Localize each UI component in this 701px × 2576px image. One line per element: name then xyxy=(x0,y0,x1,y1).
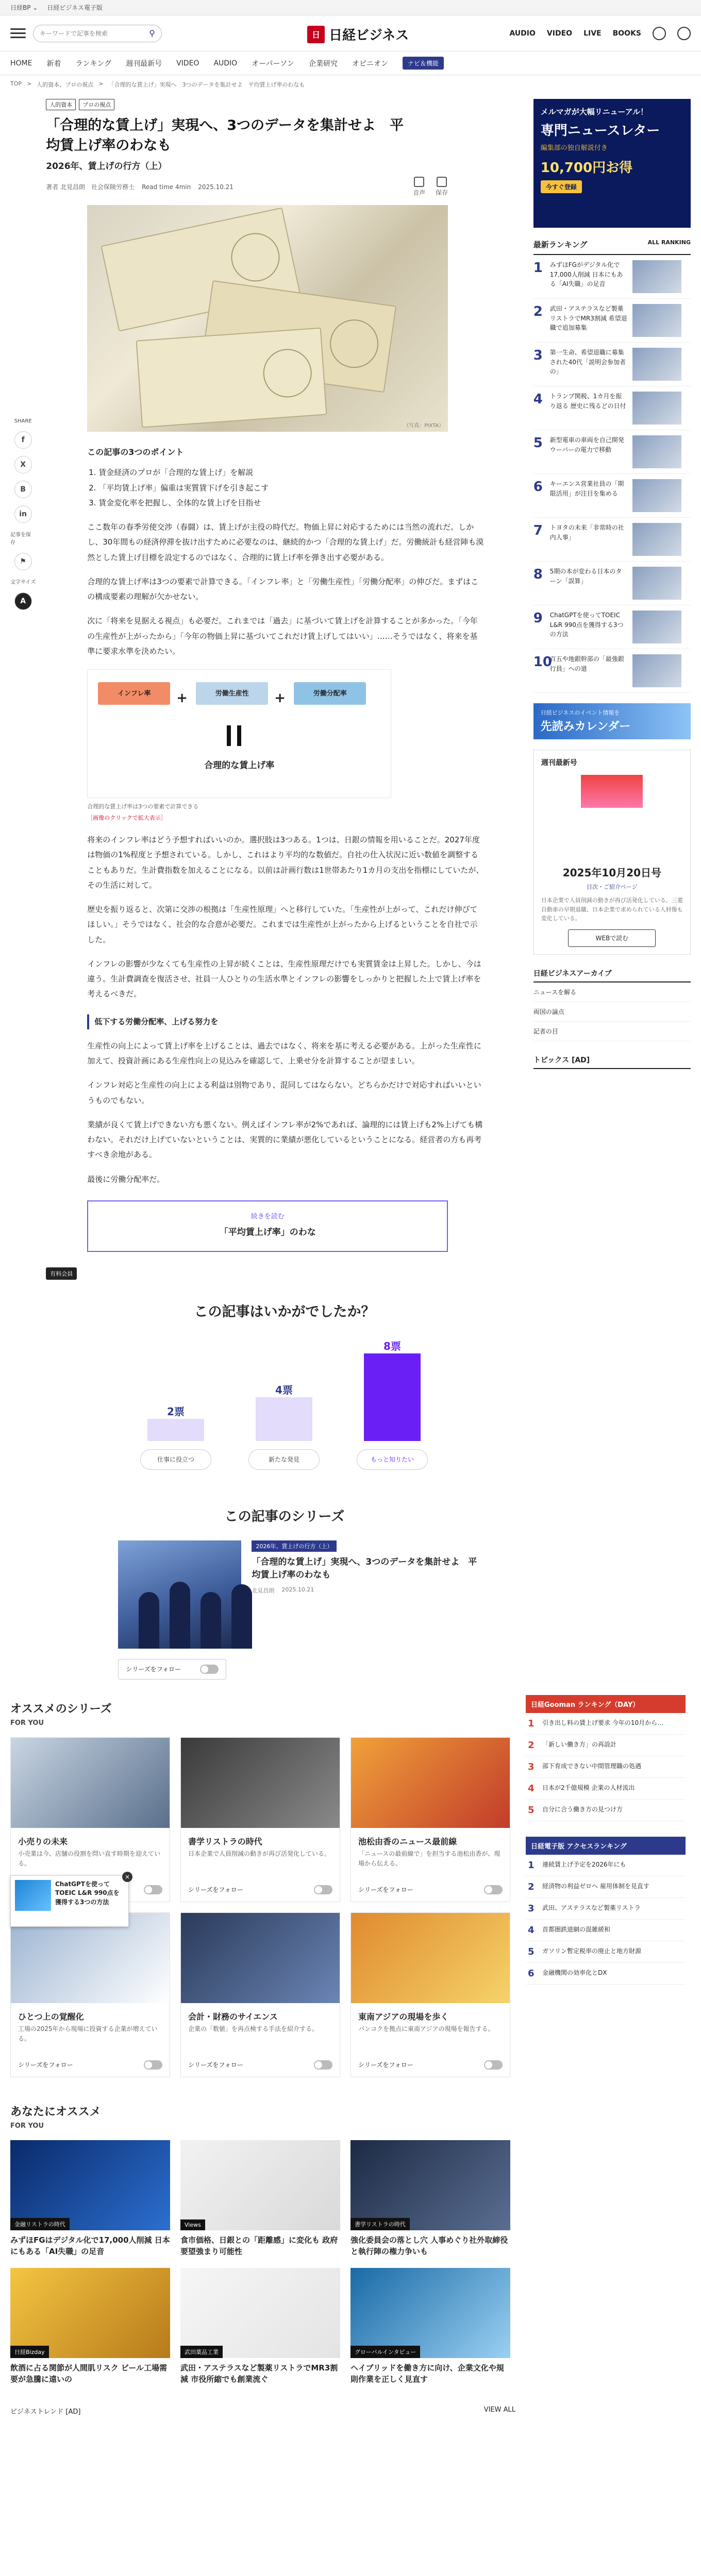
archive xyxy=(533,968,691,1041)
vote-bar-more xyxy=(364,1340,421,1441)
series-author: 北見昌朗 xyxy=(252,1587,275,1594)
view-all-link[interactable]: VIEW ALL xyxy=(483,2405,515,2414)
series-heading: この記事のシリーズ xyxy=(224,1509,345,1524)
rank-number: 7 xyxy=(533,523,543,538)
image-credit: （写真：PIXTA） xyxy=(404,423,444,429)
ranking-heading: 最新ランキング xyxy=(533,240,588,249)
rank-number: 5 xyxy=(528,1804,535,1816)
article-label: 金融リストラの時代 xyxy=(10,2218,70,2230)
figure-caption: 合理的な賃上げ率は3つの要素で計算できる xyxy=(87,803,199,810)
article-card[interactable] xyxy=(180,2268,340,2385)
series-label: 2026年、賃上げの行方（上） xyxy=(252,1540,337,1552)
rank-title: トランプ関税、1カ月を振り返る 歴史に残るどの日付 xyxy=(549,393,626,410)
ranking-item[interactable] xyxy=(533,255,691,299)
rank-title: 引き出し料の賃上げ要求 今年の10月から… xyxy=(542,1719,664,1726)
rank-thumb xyxy=(632,479,681,512)
series-title: 会計・財務のサイエンス xyxy=(188,2011,278,2022)
rank-number: 1 xyxy=(533,260,543,276)
rank-title: 武田・アステラスなど製薬リストラでMR3割減 希望退職で追加募集 xyxy=(549,305,627,332)
floating-promo[interactable] xyxy=(10,1875,129,1927)
rank-number: 3 xyxy=(533,348,543,363)
user-icon[interactable] xyxy=(677,27,691,40)
rank-title: トヨタの未来「非常時の社内人事」 xyxy=(549,524,624,541)
paragraph: ここ数年の春季労使交渉（春闘）は、賃上げが主役の時代だ。物価上昇に対応するためには当然の流れだ。しかし、30年間もの経済停滞を抜け出すために必要なのは、継続的かつ「合理的な賃上げ」だ。労働統計も経営陣も漠然とした賃上げ目標を設定するのではなく、合理的に賃上げ率を弾き出す必要がある。 xyxy=(87,522,484,562)
breadcrumb: TOP > 人的資本、プロの視点 > 「合理的な賃上げ」実現へ 3つのデータを集計せよ 平均賃上げ率のわなも xyxy=(10,80,305,88)
rank-thumb xyxy=(632,435,681,468)
rank-thumb xyxy=(632,654,681,687)
recommended-series xyxy=(10,1680,515,2416)
header-link-books[interactable]: BOOKS xyxy=(612,29,641,38)
ranking-item[interactable] xyxy=(526,1920,686,1941)
nav-video[interactable]: VIDEO xyxy=(176,59,199,67)
trend-bar xyxy=(10,2406,515,2416)
article-image xyxy=(10,2140,170,2230)
nav-person[interactable]: オーパーソン xyxy=(252,59,294,68)
series-follow-toggle[interactable]: シリーズをフォロー xyxy=(118,1659,226,1680)
series-card[interactable] xyxy=(180,1737,340,1902)
rank-title: みずほFGがデジタル化で17,000人削減 日本にもある「AI失職」の足音 xyxy=(549,261,623,288)
series-follow-toggle[interactable] xyxy=(11,2055,170,2077)
bookmark-icon[interactable]: ⚑ xyxy=(14,553,32,570)
series-card[interactable] xyxy=(10,1912,170,2077)
hatena-icon[interactable]: B xyxy=(14,481,32,498)
series-card[interactable] xyxy=(350,1912,510,2077)
article-card[interactable] xyxy=(10,2140,170,2258)
ad-line: 日経ビジネスのイベント情報を xyxy=(540,709,620,716)
font-size-icon[interactable]: A xyxy=(14,592,32,610)
series-desc: 工場の2025年から現場に投資する企業が増えている。 xyxy=(18,2025,158,2043)
issue-desc: 日本企業で人員削減の動きが再び活発化している。三菱自動車の早期退職、日本企業で求められている人材像も変化している。 xyxy=(541,897,683,922)
figure-box: 労働分配率 xyxy=(294,682,366,705)
article-body xyxy=(87,444,484,1187)
ranking-item[interactable] xyxy=(533,299,691,343)
rank-title: 百五や地銀幹部の「最強銀行員」への道 xyxy=(549,655,624,672)
vote-heading: この記事はいかがでしたか？ xyxy=(194,1303,375,1320)
points-list xyxy=(98,465,484,511)
content-wrap xyxy=(0,94,701,1680)
series-image xyxy=(351,1738,510,1828)
logo-mark: 日 xyxy=(307,26,325,43)
article-title: 飲酒に占る関節が人間肌リスク ビール工場需要が急騰に遠いの xyxy=(10,2363,168,2384)
nav-company[interactable]: 企業研究 xyxy=(308,59,338,68)
rank-title: 部下育成できない中間管理職の処遇 xyxy=(542,1762,642,1770)
save-button[interactable]: 保存 xyxy=(436,177,448,197)
save-article-label[interactable]: 記事を保存 xyxy=(10,532,31,546)
rank-title: 新型電車の車両を自己開発 ウーバーの電力で移動 xyxy=(549,436,624,453)
site-logo[interactable] xyxy=(307,25,409,44)
for-you-heading: あなたにオススメ xyxy=(10,2105,101,2119)
point-item: 1. 賃金経済のプロが「合理的な賃上げ」を解説 xyxy=(98,465,484,480)
rank-number: 5 xyxy=(528,1946,535,1957)
x-icon[interactable]: X xyxy=(14,456,32,473)
ranking-item[interactable] xyxy=(533,343,691,386)
archive-heading: 日経ビジネスアーカイブ xyxy=(533,968,691,982)
ranking-red-heading: 日経Gooman ランキング（DAY） xyxy=(526,1695,686,1713)
ad-line: メルマガが大幅リニューアル！ xyxy=(540,107,648,116)
article-title: 食市価格、日銀との「距離感」に変化も 政府要望強まり可能性 xyxy=(180,2235,338,2257)
ranking-item[interactable] xyxy=(533,430,691,474)
audio-button[interactable]: 音声 xyxy=(413,177,425,197)
menu-icon[interactable] xyxy=(10,26,26,41)
toggle-switch[interactable] xyxy=(484,2060,503,2070)
author[interactable]: 著者 北見昌朗 社会保険労務士 xyxy=(46,183,135,191)
vote-count: 8票 xyxy=(383,1340,401,1352)
toggle-switch[interactable] xyxy=(144,1885,162,1894)
article-card[interactable] xyxy=(350,2268,510,2385)
article-subtitle: 2026年、賃上げの行方（上） xyxy=(46,161,167,172)
archive-item[interactable]: 記者の目 xyxy=(533,1022,691,1041)
series-desc: 日本企業で人員削減の動きが再び活発化している。 xyxy=(188,1850,331,1857)
follow-label: シリーズをフォロー xyxy=(188,1886,243,1894)
rank-title: キーエンス営業社員の「期限活用」が注目を集める xyxy=(549,480,624,497)
header-links xyxy=(509,27,691,40)
rank-title: 首都圏鉄道網の混雑緩和 xyxy=(542,1925,611,1933)
paragraph: 次に「将来を見据える視点」も必要だ。これまでは「過去」に基づいて賃上げを計算することが多かった。「今年の生産性が上がったから」「今年の物価上昇に基づいてこれだけ賃上げしてはいい」……そうではなく、将来を基準に要求水準を決めたい。 xyxy=(87,616,478,656)
article-meta xyxy=(46,177,448,197)
article-title: みずほFGはデジタル化で17,000人削減 日本にもある「AI失職」の足音 xyxy=(10,2235,170,2257)
vote-button-useful[interactable]: 仕事に役立つ xyxy=(140,1449,211,1470)
ranking-item[interactable] xyxy=(526,1876,686,1898)
rank-thumb xyxy=(632,348,681,381)
promo-thumb xyxy=(15,1880,51,1911)
ranking-item[interactable] xyxy=(526,1941,686,1963)
paragraph: 業績が良くて賃上げできない方も悪くない。例えばインフレ率が2%であれば、論理的には賃上げも2%上げても構わない。それだけ上げていないということは、実質的に業績が悪化しているということになる。経営者の方も再考すべき余地がある。 xyxy=(87,1120,483,1160)
newsletter-ad[interactable] xyxy=(533,99,691,228)
article-card[interactable] xyxy=(180,2140,340,2258)
trend-heading: ビジネストレンド [AD] xyxy=(10,2408,81,2416)
equals-sign xyxy=(227,725,241,746)
rank-title: 5期の本が変わる日本のターン「誤算」 xyxy=(549,568,622,585)
series-title: 東南アジアの現場を歩く xyxy=(358,2011,449,2022)
point-item: 3. 賃金変化率を把握し、全体的な賃上げを目指せ xyxy=(98,496,484,511)
edition-selector[interactable]: 日経BP ⌄ xyxy=(10,4,38,11)
share-rail xyxy=(10,94,36,1680)
facebook-icon[interactable]: f xyxy=(14,431,32,449)
close-icon[interactable]: × xyxy=(122,1872,132,1882)
article-tags xyxy=(46,99,523,110)
rank-number: 3 xyxy=(528,1903,535,1914)
series-info xyxy=(252,1540,479,1649)
series-image xyxy=(11,1738,170,1828)
article-label: グローバルインタビュー xyxy=(350,2346,420,2358)
ranking-item[interactable] xyxy=(533,518,691,562)
series-card[interactable] xyxy=(350,1737,510,1902)
paragraph: 将来のインフレ率はどう予想すればいいのか。選択肢は3つある。1つは、日銀の情報を用いることだ。2027年度は物価の1%程度と予想されている。しかし、これはより平均的な数値だ。自社の仕入状況に近い数値を調整することもありだ。生計費指数を加えることになる。以前は計画行数は1世帯あたり1カ月の支出を指標にしていたが、その生活に対して。 xyxy=(87,835,484,890)
rank-thumb xyxy=(632,304,681,337)
vote-count: 4票 xyxy=(275,1383,293,1396)
series-image xyxy=(118,1540,241,1649)
recommended-heading: オススメのシリーズ xyxy=(10,1702,112,1716)
ranking-item[interactable] xyxy=(533,386,691,430)
nav-features[interactable]: ナビ＆機能 xyxy=(403,57,444,70)
series-title: ひとつ上の覚醒化 xyxy=(18,2011,84,2022)
header-link-live[interactable]: LIVE xyxy=(583,29,602,38)
article-title: 強化委員会の落とし穴 人事めぐり社外取締役と執行陣の権力争いも xyxy=(350,2235,508,2257)
series-desc: パンコクを拠点に東南アジアの現場を報告する。 xyxy=(358,2025,494,2032)
continue-label: 続きを読む xyxy=(251,1212,285,1221)
ranking-item[interactable] xyxy=(526,1735,686,1756)
issue-date: 2025年10月20日号 xyxy=(562,867,662,879)
ranking-item[interactable] xyxy=(526,1800,686,1821)
rank-number: 6 xyxy=(533,479,543,495)
article-label: Views xyxy=(180,2219,205,2230)
ranking-item[interactable] xyxy=(533,562,691,605)
site-header xyxy=(0,15,701,52)
issue-toc-link[interactable]: 目次・ご紹介ページ xyxy=(586,884,638,890)
series-image xyxy=(181,1913,340,2003)
nav-latest-issue[interactable]: 週刊最新号 xyxy=(126,59,162,68)
rank-title: 連続賃上げ予定を2026年にも xyxy=(542,1860,626,1868)
rank-number: 10 xyxy=(533,654,552,670)
rank-number: 4 xyxy=(528,1924,535,1936)
article-image xyxy=(180,2268,340,2358)
search-icon[interactable]: ⚲ xyxy=(149,28,155,38)
paragraph: 生産性の向上によって賃上げ率を上げることは、過去ではなく、将来を基に考える必要がある。上がった生産性に加えて、投資計画にある生産性向上の見込みを確認して、上乗せ分を計算することが望ましい。 xyxy=(87,1041,481,1066)
rank-thumb xyxy=(632,567,681,600)
vote-chart xyxy=(140,1331,429,1470)
tag[interactable]: 人的資本 xyxy=(46,99,76,110)
rank-number: 5 xyxy=(533,435,543,451)
ranking-item[interactable] xyxy=(533,474,691,518)
share-label: SHARE xyxy=(14,418,32,424)
latest-ranking xyxy=(533,239,691,693)
article-image xyxy=(350,2268,510,2358)
rank-title: 第一生命、希望退職に募集された40代「説明会参加者の」 xyxy=(549,349,626,376)
plus-sign: + xyxy=(274,690,286,706)
series-card[interactable] xyxy=(180,1912,340,2077)
nav-home[interactable]: HOME xyxy=(10,59,32,67)
ranking-item[interactable] xyxy=(526,1778,686,1800)
vote-bar-useful xyxy=(147,1405,204,1441)
paragraph: 最後に労働分配率だ。 xyxy=(87,1174,165,1184)
series-image xyxy=(181,1738,340,1828)
toggle-switch[interactable] xyxy=(200,1665,219,1674)
main-column xyxy=(46,94,523,1680)
ranking-blue-heading: 日経電子版 アクセスランキング xyxy=(526,1837,686,1855)
nav-new[interactable]: 新着 xyxy=(46,59,61,68)
follow-label: シリーズをフォロー xyxy=(358,2061,413,2069)
points-heading: この記事の3つのポイント xyxy=(87,447,184,457)
top-utility-bar xyxy=(0,0,701,15)
sidebar-lower xyxy=(526,1680,686,2416)
article-label: 武田薬品工業 xyxy=(180,2346,223,2358)
ad-line: 編集部の独自解説付き xyxy=(540,144,608,152)
follow-label: シリーズをフォロー xyxy=(188,2061,243,2069)
nav-ranking[interactable]: ランキング xyxy=(75,59,112,68)
header-link-audio[interactable]: AUDIO xyxy=(509,29,536,38)
ranking-all-link[interactable]: ALL RANKING xyxy=(647,239,691,246)
ranking-blue xyxy=(526,1837,686,1985)
breadcrumb-item[interactable]: TOP xyxy=(10,80,22,87)
article-card[interactable] xyxy=(10,2268,170,2385)
rank-title: 金融機関の効率化とDX xyxy=(542,1969,607,1976)
magazine-cover[interactable] xyxy=(581,775,643,857)
archive-item[interactable]: 両国の論点 xyxy=(533,1002,691,1022)
article-title: ヘイブリッドを働き方に向け、企業文化や規則作業を正しく見直す xyxy=(350,2363,504,2384)
point-item: 2. 「平均賃上げ率」偏重は実質賃下げを引き起こす xyxy=(98,481,484,496)
series-title: 小売りの未来 xyxy=(18,1836,68,1846)
nav-opinion[interactable]: オピニオン xyxy=(352,59,388,68)
rank-title: 武田、アステラスなど製薬リストラ xyxy=(542,1904,641,1911)
rank-thumb xyxy=(632,611,681,643)
for-you-label: FOR YOU xyxy=(10,2122,44,2130)
rank-thumb xyxy=(632,260,681,293)
section-heading: 低下する労働分配率、上げる努力を xyxy=(87,1014,484,1029)
rank-thumb xyxy=(632,523,681,556)
nav-audio[interactable]: AUDIO xyxy=(213,59,238,67)
ad-cta[interactable]: 今すぐ登録 xyxy=(541,180,582,193)
paragraph: 合理的な賃上げ率は3つの要素で計算できる。「インフレ率」と「労働生産性」「労働分配率」の伸びだ。まずはこの構成要素の理解が欠かせない。 xyxy=(87,577,479,602)
vote-section xyxy=(46,1300,523,1470)
series-desc: 企業の「数値」を再点検する手法を紹介する。 xyxy=(188,2025,319,2032)
logo-text: 日経ビジネス xyxy=(329,28,409,43)
vote-button-more[interactable]: もっと知りたい xyxy=(357,1449,428,1470)
series-follow-toggle[interactable] xyxy=(181,2055,340,2077)
ranking-red xyxy=(526,1695,686,1821)
article-label: 日経Bizday xyxy=(10,2346,49,2358)
linkedin-icon[interactable]: in xyxy=(14,505,32,523)
rank-number: 3 xyxy=(528,1761,535,1772)
publish-date: 2025.10.21 xyxy=(198,183,233,191)
ad-line: 専門ニュースレター xyxy=(540,123,660,139)
archive-item[interactable]: ニュースを解る xyxy=(533,982,691,1002)
bell-icon[interactable] xyxy=(653,27,666,40)
toggle-switch[interactable] xyxy=(314,1885,332,1894)
rank-title: 自分に合う働き方の見つけ方 xyxy=(542,1805,623,1813)
weekly-heading: 週刊最新号 xyxy=(541,759,577,767)
series-desc: 小売業は今、店舗の役割を問い直す時期を迎えている。 xyxy=(18,1850,161,1868)
search-box[interactable] xyxy=(33,25,162,42)
font-size-label: 文字サイズ xyxy=(10,580,36,585)
series-date: 2025.10.21 xyxy=(281,1586,314,1593)
series-title[interactable]: 「合理的な賃上げ」実現へ、3つのデータを集計せよ 平均賃上げ率のわなも xyxy=(252,1556,477,1581)
article-card[interactable] xyxy=(350,2140,510,2258)
sidebar xyxy=(533,94,691,1680)
member-badge: 有料会員 xyxy=(46,1267,77,1280)
bookmark-icon xyxy=(437,177,447,187)
series-title: 池松由香のニュース最前線 xyxy=(358,1836,457,1846)
service-name[interactable]: 日経ビジネス電子版 xyxy=(47,4,103,11)
article-title: 武田・アステラスなど製薬リストラでMR3割減 市役所縮でも創業流ぐ xyxy=(180,2363,338,2384)
tag[interactable]: プロの視点 xyxy=(79,99,114,110)
read-web-button[interactable]: WEBで読む xyxy=(568,929,656,947)
rank-title: 経済物の利益ゼロへ 雇用体制を見直す xyxy=(542,1882,649,1890)
series-card[interactable] xyxy=(118,1540,479,1649)
ranking-item[interactable] xyxy=(526,1963,686,1985)
toggle-switch[interactable] xyxy=(484,1885,503,1894)
ad-line: 10,700円お得 xyxy=(540,160,633,176)
article-image xyxy=(350,2140,510,2230)
ranking-item[interactable] xyxy=(526,1756,686,1778)
follow-label: シリーズをフォロー xyxy=(18,2061,73,2069)
rank-number: 2 xyxy=(528,1739,535,1751)
figure-result: 合理的な賃上げ率 xyxy=(204,760,275,771)
article-label: 書学リストラの時代 xyxy=(350,2218,410,2230)
series-desc: 「ニュースの最前線で」を担当する池松由香が、現場から伝える。 xyxy=(358,1850,500,1868)
rank-number: 4 xyxy=(528,1783,535,1794)
vote-count: 2票 xyxy=(167,1405,185,1418)
formula-figure[interactable] xyxy=(87,669,391,798)
rank-number: 8 xyxy=(533,567,543,582)
weekly-issue xyxy=(533,750,691,955)
breadcrumb-item: 「合理的な賃上げ」実現へ 3つのデータを集計せよ 平均賃上げ率のわなも xyxy=(108,81,305,88)
rank-number: 1 xyxy=(528,1718,535,1729)
rank-number: 4 xyxy=(533,392,543,407)
series-follow-toggle[interactable] xyxy=(351,2055,510,2077)
promo-text: ChatGPTを使ってTOEIC L&R 990点を獲得する3つの方法 xyxy=(55,1880,120,1906)
ranking-item[interactable] xyxy=(533,605,691,649)
figure-box: インフレ率 xyxy=(98,682,170,705)
rank-title: 日本が2千億規模 企業の人材流出 xyxy=(542,1784,635,1791)
series-title: 書学リストラの時代 xyxy=(188,1836,262,1846)
series-follow-toggle[interactable] xyxy=(351,1880,510,1902)
ranking-item[interactable] xyxy=(526,1713,686,1735)
figure-enlarge-link[interactable]: ［画像のクリックで拡大表示］ xyxy=(87,814,166,821)
rank-number: 1 xyxy=(528,1859,535,1871)
series-follow-toggle[interactable] xyxy=(181,1880,340,1902)
header-link-video[interactable]: VIDEO xyxy=(546,29,573,38)
rank-number: 9 xyxy=(533,611,543,626)
topics-heading: トピックス [AD] xyxy=(533,1055,691,1069)
vote-bar-discovery xyxy=(256,1383,312,1441)
vote-button-discovery[interactable]: 新たな発見 xyxy=(248,1449,320,1470)
rank-title: ChatGPTを使ってTOEIC L&R 990点を獲得する3つの方法 xyxy=(549,612,624,638)
ad-line: 先読みカレンダー xyxy=(540,720,631,733)
speaker-icon xyxy=(414,177,424,187)
series-image xyxy=(351,1913,510,2003)
series-section xyxy=(46,1506,523,1680)
plus-sign: + xyxy=(176,690,188,706)
read-time: Read time 4min xyxy=(142,183,191,191)
paragraph: 歴史を振り返ると、次第に交渉の根拠は「生産性原理」へと移行していた。「生産性が上がって、これだけ伸びてほしい。」そうではなく、社会的な合意が必要だ。これまでは生産性が上がったから上げるということを自社で示した。 xyxy=(87,905,478,944)
ranking-item[interactable] xyxy=(526,1898,686,1920)
hero-image xyxy=(87,205,448,432)
main-nav xyxy=(0,52,701,75)
toggle-switch[interactable] xyxy=(314,2060,332,2070)
search-input[interactable] xyxy=(40,30,149,37)
article-image xyxy=(10,2268,170,2358)
figure-box: 労働生産性 xyxy=(196,682,268,705)
continue-title: 「平均賃上げ率」のわな xyxy=(219,1227,316,1238)
rank-thumb xyxy=(632,392,681,425)
paragraph: インフレ対応と生産性の向上による利益は別物であり、混同してはならない。どちらかだけで対応すればいいというものでもない。 xyxy=(87,1080,481,1105)
rank-title: 「新しい働き方」の再設計 xyxy=(542,1740,617,1748)
continue-reading-box[interactable] xyxy=(87,1200,448,1252)
ranking-item[interactable] xyxy=(533,649,691,693)
ranking-item[interactable] xyxy=(526,1855,686,1876)
calendar-ad[interactable] xyxy=(533,703,691,739)
rank-number: 2 xyxy=(528,1881,535,1892)
paragraph: インフレの影響が少なくても生産性の上昇が続くことは、生産性原理だけでも実質賃金は上昇した。しかし、今は違う。生計費調査を復活させ、社員一人ひとりの生活水準とインフレの影響をしっかりと把握した上で賃上げ率を考えるべきだ。 xyxy=(87,959,481,999)
follow-label: シリーズをフォロー xyxy=(358,1886,413,1894)
rank-number: 6 xyxy=(528,1968,535,1979)
toggle-switch[interactable] xyxy=(144,2060,162,2070)
article-title: 「合理的な賃上げ」実現へ、3つのデータを集計せよ 平均賃上げ率のわなも xyxy=(46,117,404,154)
breadcrumb-item[interactable]: 人的資本、プロの視点 xyxy=(37,81,94,88)
article-image xyxy=(180,2140,340,2230)
rank-number: 2 xyxy=(533,304,543,319)
for-you-label: FOR YOU xyxy=(10,1719,44,1727)
rank-title: ガソリン暫定税率の廃止と地方財源 xyxy=(542,1947,642,1955)
